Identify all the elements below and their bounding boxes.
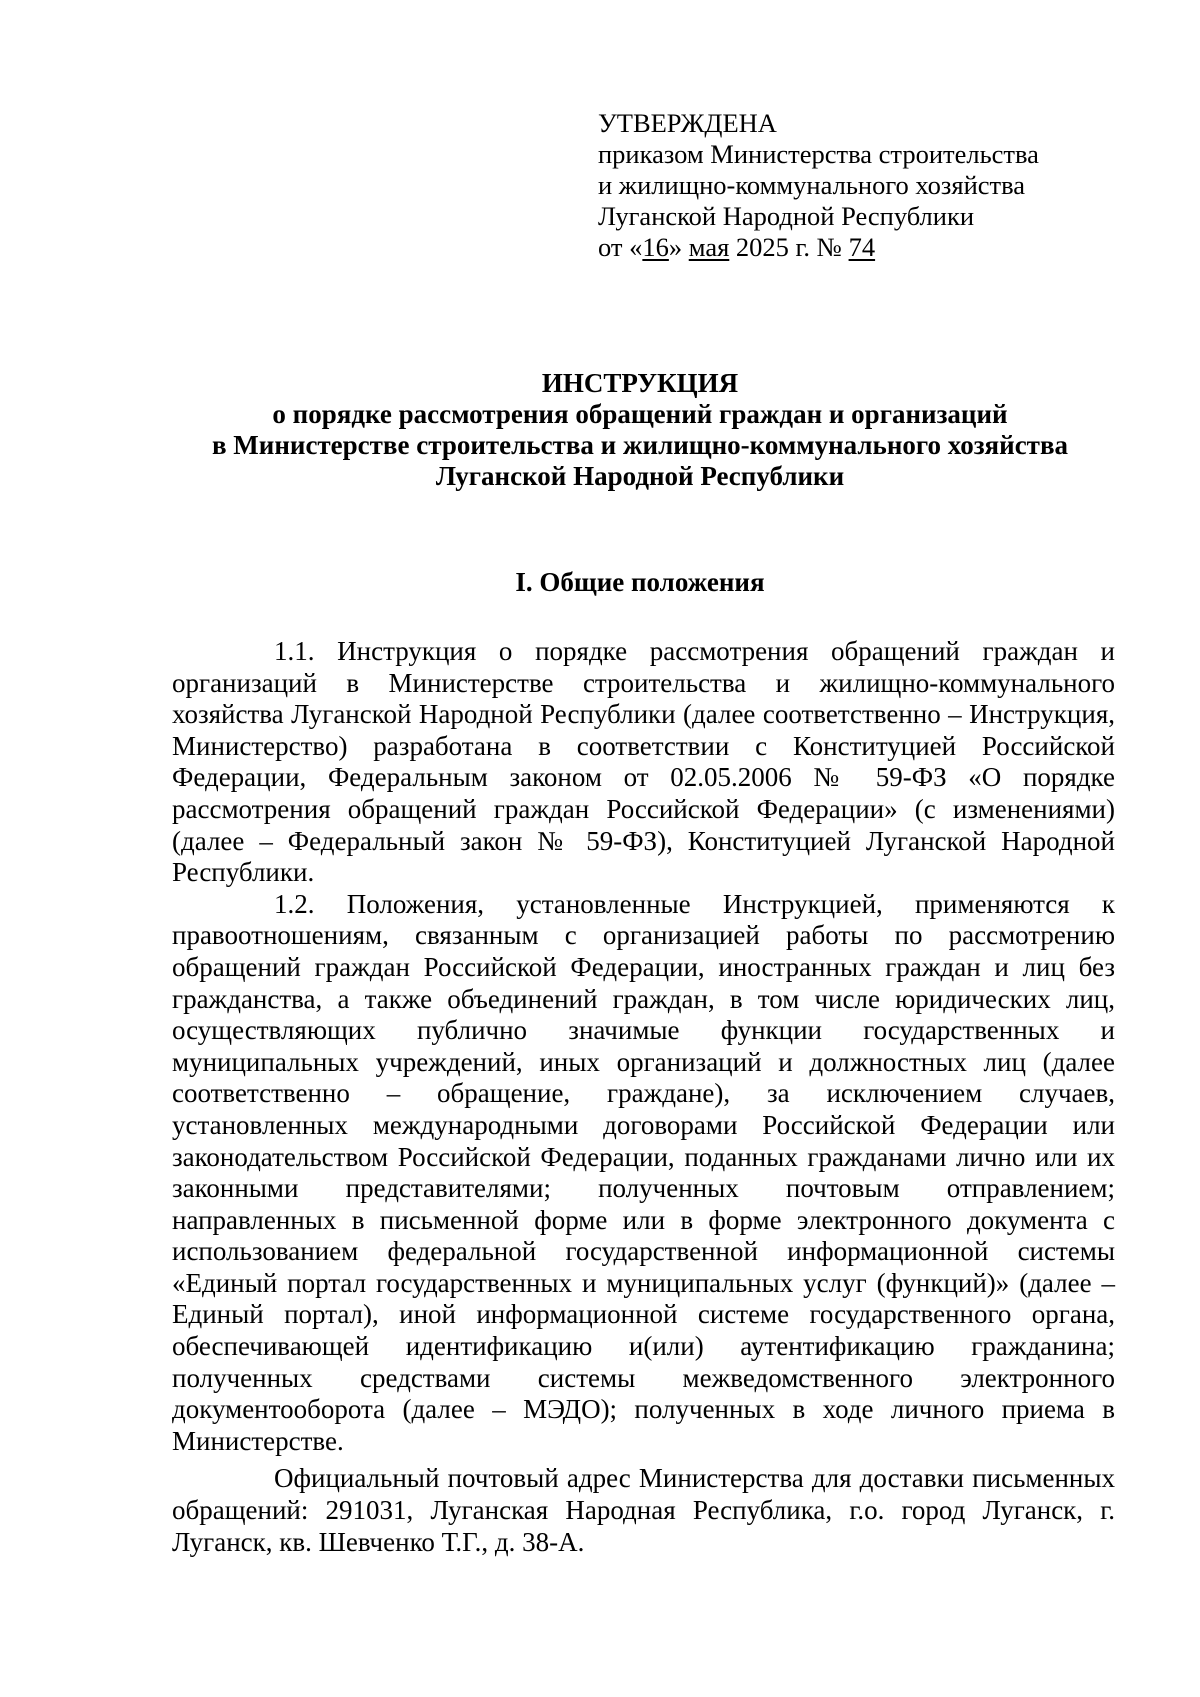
paragraph-1-2: 1.2. Положения, установленные Инструкцией, применяются к правоотношениям, связанным с организацией работы по рассмотрению обращений граждан Российской Федерации, иностранных граждан и лиц без гражданства, а также объединений граждан, в том числе юридических лиц, осуществляющих публично значимые функции государственных и муниципальных учреждений, иных организаций и должностных лиц (далее соответственно – обращение, граждане), за исключением случаев, установленных международными договорами Российской Федерации или законодательством Российской Федерации, поданных гражданами лично или их законными представителями; полученных почтовым отправлением; направленных в письменной форме или в форме электронного документа с использованием федеральной государственной информационной системы «Единый портал государственных и муниципальных услуг (функций)» (далее – Единый портал), иной информационной системе государственного органа, обеспечивающей идентификацию и(или) аутентификацию гражданина; полученных средствами системы межведомственного электронного документооборота (далее – МЭДО); полученных в ходе личного приема в Министерстве.	[172, 888, 1115, 1456]
approval-republic-line: Луганской Народной Республики	[598, 201, 975, 231]
date-month: мая	[688, 232, 730, 262]
approval-order-line: приказом Министерства строительства	[598, 139, 1039, 169]
paragraph-postal-address: Официальный почтовый адрес Министерства для доставки письменных обращений: 291031, Луганская Народная Республика, г.о. город Луганск, г. Луганск, кв. Шевченко Т.Г., д. 38-А.	[172, 1463, 1115, 1557]
document-body	[172, 636, 1115, 1558]
approval-ministry-line: и жилищно-коммунального хозяйства	[598, 170, 1026, 200]
section-heading: I. Общие положения	[515, 567, 765, 597]
title-line-3: в Министерстве строительства и жилищно-коммунального хозяйства	[211, 430, 1069, 460]
title-line-4: Луганской Народной Республики	[435, 461, 845, 491]
order-number: 74	[848, 232, 876, 262]
approval-stamp	[598, 108, 1118, 263]
paragraph-1-1: 1.1. Инструкция о порядке рассмотрения обращений граждан и организаций в Министерстве строительства и жилищно-коммунального хозяйства Луганской Народной Республики (далее соответственно – Инструкция, Министерство) разработана в соответствии с Конституцией Российской Федерации, Федеральным законом от 02.05.2006 № 59-ФЗ «О порядке рассмотрения обращений граждан Российской Федерации» (с изменениями) (далее – Федеральный закон № 59-ФЗ), Конституцией Луганской Народной Республики.	[172, 636, 1115, 888]
date-year-number-prefix: 2025 г. №	[729, 232, 849, 262]
approval-date-line	[598, 232, 1118, 263]
date-day: 16	[642, 232, 669, 262]
date-prefix: от «	[598, 232, 643, 262]
date-separator: »	[668, 232, 689, 262]
title-line-2: о порядке рассмотрения обращений граждан и организаций	[272, 399, 1008, 429]
approval-heading: УТВЕРЖДЕНА	[598, 108, 777, 138]
document-title	[150, 368, 1130, 492]
title-line-1: ИНСТРУКЦИЯ	[541, 368, 739, 398]
